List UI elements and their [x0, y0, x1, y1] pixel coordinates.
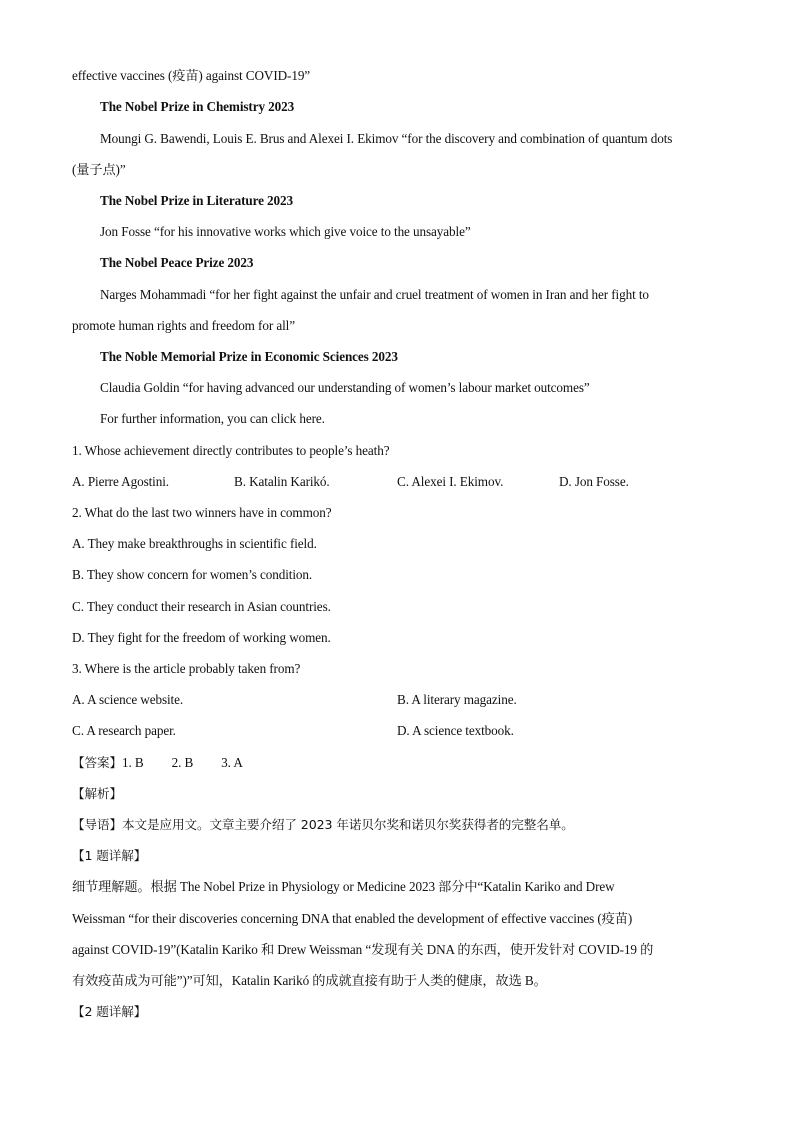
question-1-stem: 1. Whose achievement directly contributes to people’s heath?: [72, 443, 390, 458]
answer-label: 【答案】: [72, 755, 122, 770]
literature-prize-heading: The Nobel Prize in Literature 2023: [100, 193, 294, 208]
chemistry-prize-text-cont: (量子点)”: [72, 162, 126, 177]
question-1-detail-line-4: 有效疫苗成为可能”)”可知，Katalin Karikó 的成就直接有助于人类的健康，故选 B。: [72, 973, 547, 988]
literature-prize-text: Jon Fosse “for his innovative works which give voice to the unsayable”: [100, 224, 471, 239]
chemistry-prize-text: Moungi G. Bawendi, Louis E. Brus and Alexei I. Ekimov “for the discovery and combination of quantum dots: [100, 131, 673, 146]
answer-1: 1. B: [121, 755, 144, 770]
question-1-detail-line-1: 细节理解题。根据 The Nobel Prize in Physiology or Medicine 2023 部分中“Katalin Kariko and Drew: [72, 879, 615, 894]
question-3-option-b: B. A literary magazine.: [397, 692, 517, 707]
answer-2: 2. B: [171, 755, 194, 770]
guide-text: 本文是应用文。文章主要介绍了 2023 年诺贝尔奖和诺贝尔奖获得者的完整名单。: [121, 817, 574, 832]
question-1-detail-label: 【1 题详解】: [72, 848, 147, 863]
question-2-option-c: C. They conduct their research in Asian countries.: [72, 599, 331, 614]
question-1-option-c: C. Alexei I. Ekimov.: [397, 474, 504, 489]
guide-row: [72, 815, 574, 835]
question-1-option-a: A. Pierre Agostini.: [72, 474, 169, 489]
question-3-stem: 3. Where is the article probably taken from?: [72, 661, 301, 676]
chemistry-prize-heading: The Nobel Prize in Chemistry 2023: [100, 99, 295, 114]
article-line-vaccines: effective vaccines (疫苗) against COVID-19”: [72, 68, 311, 83]
question-1-detail-line-2: Weissman “for their discoveries concerning DNA that enabled the development of effective vaccines (疫苗): [72, 911, 633, 926]
economics-prize-text: Claudia Goldin “for having advanced our understanding of women’s labour market outcomes”: [100, 380, 590, 395]
peace-prize-text-cont: promote human rights and freedom for all”: [72, 318, 295, 333]
question-3-option-d: D. A science textbook.: [397, 723, 514, 738]
question-2-option-d: D. They fight for the freedom of working women.: [72, 630, 331, 645]
question-3-option-a: A. A science website.: [72, 692, 184, 707]
question-2-stem: 2. What do the last two winners have in common?: [72, 505, 332, 520]
economics-prize-heading: The Noble Memorial Prize in Economic Sciences 2023: [100, 349, 398, 364]
question-1-detail-line-3: against COVID-19”(Katalin Kariko 和 Drew Weissman “发现有关 DNA 的东西，使开发针对 COVID-19 的: [72, 942, 654, 957]
analysis-label: 【解析】: [72, 786, 122, 801]
question-2-detail-label: 【2 题详解】: [72, 1004, 147, 1019]
further-info-text: For further information, you can click here.: [100, 411, 325, 426]
answer-3: 3. A: [221, 755, 243, 770]
answer-row: [72, 753, 243, 773]
guide-label: 【导语】: [72, 817, 122, 832]
question-1-option-d: D. Jon Fosse.: [559, 474, 629, 489]
question-2-option-a: A. They make breakthroughs in scientific field.: [72, 536, 317, 551]
question-3-option-c: C. A research paper.: [72, 723, 176, 738]
peace-prize-heading: The Nobel Peace Prize 2023: [100, 255, 254, 270]
peace-prize-text: Narges Mohammadi “for her fight against the unfair and cruel treatment of women in Iran and her fight to: [100, 287, 649, 302]
question-2-option-b: B. They show concern for women’s condition.: [72, 567, 313, 582]
question-1-option-b: B. Katalin Karikó.: [234, 474, 330, 489]
